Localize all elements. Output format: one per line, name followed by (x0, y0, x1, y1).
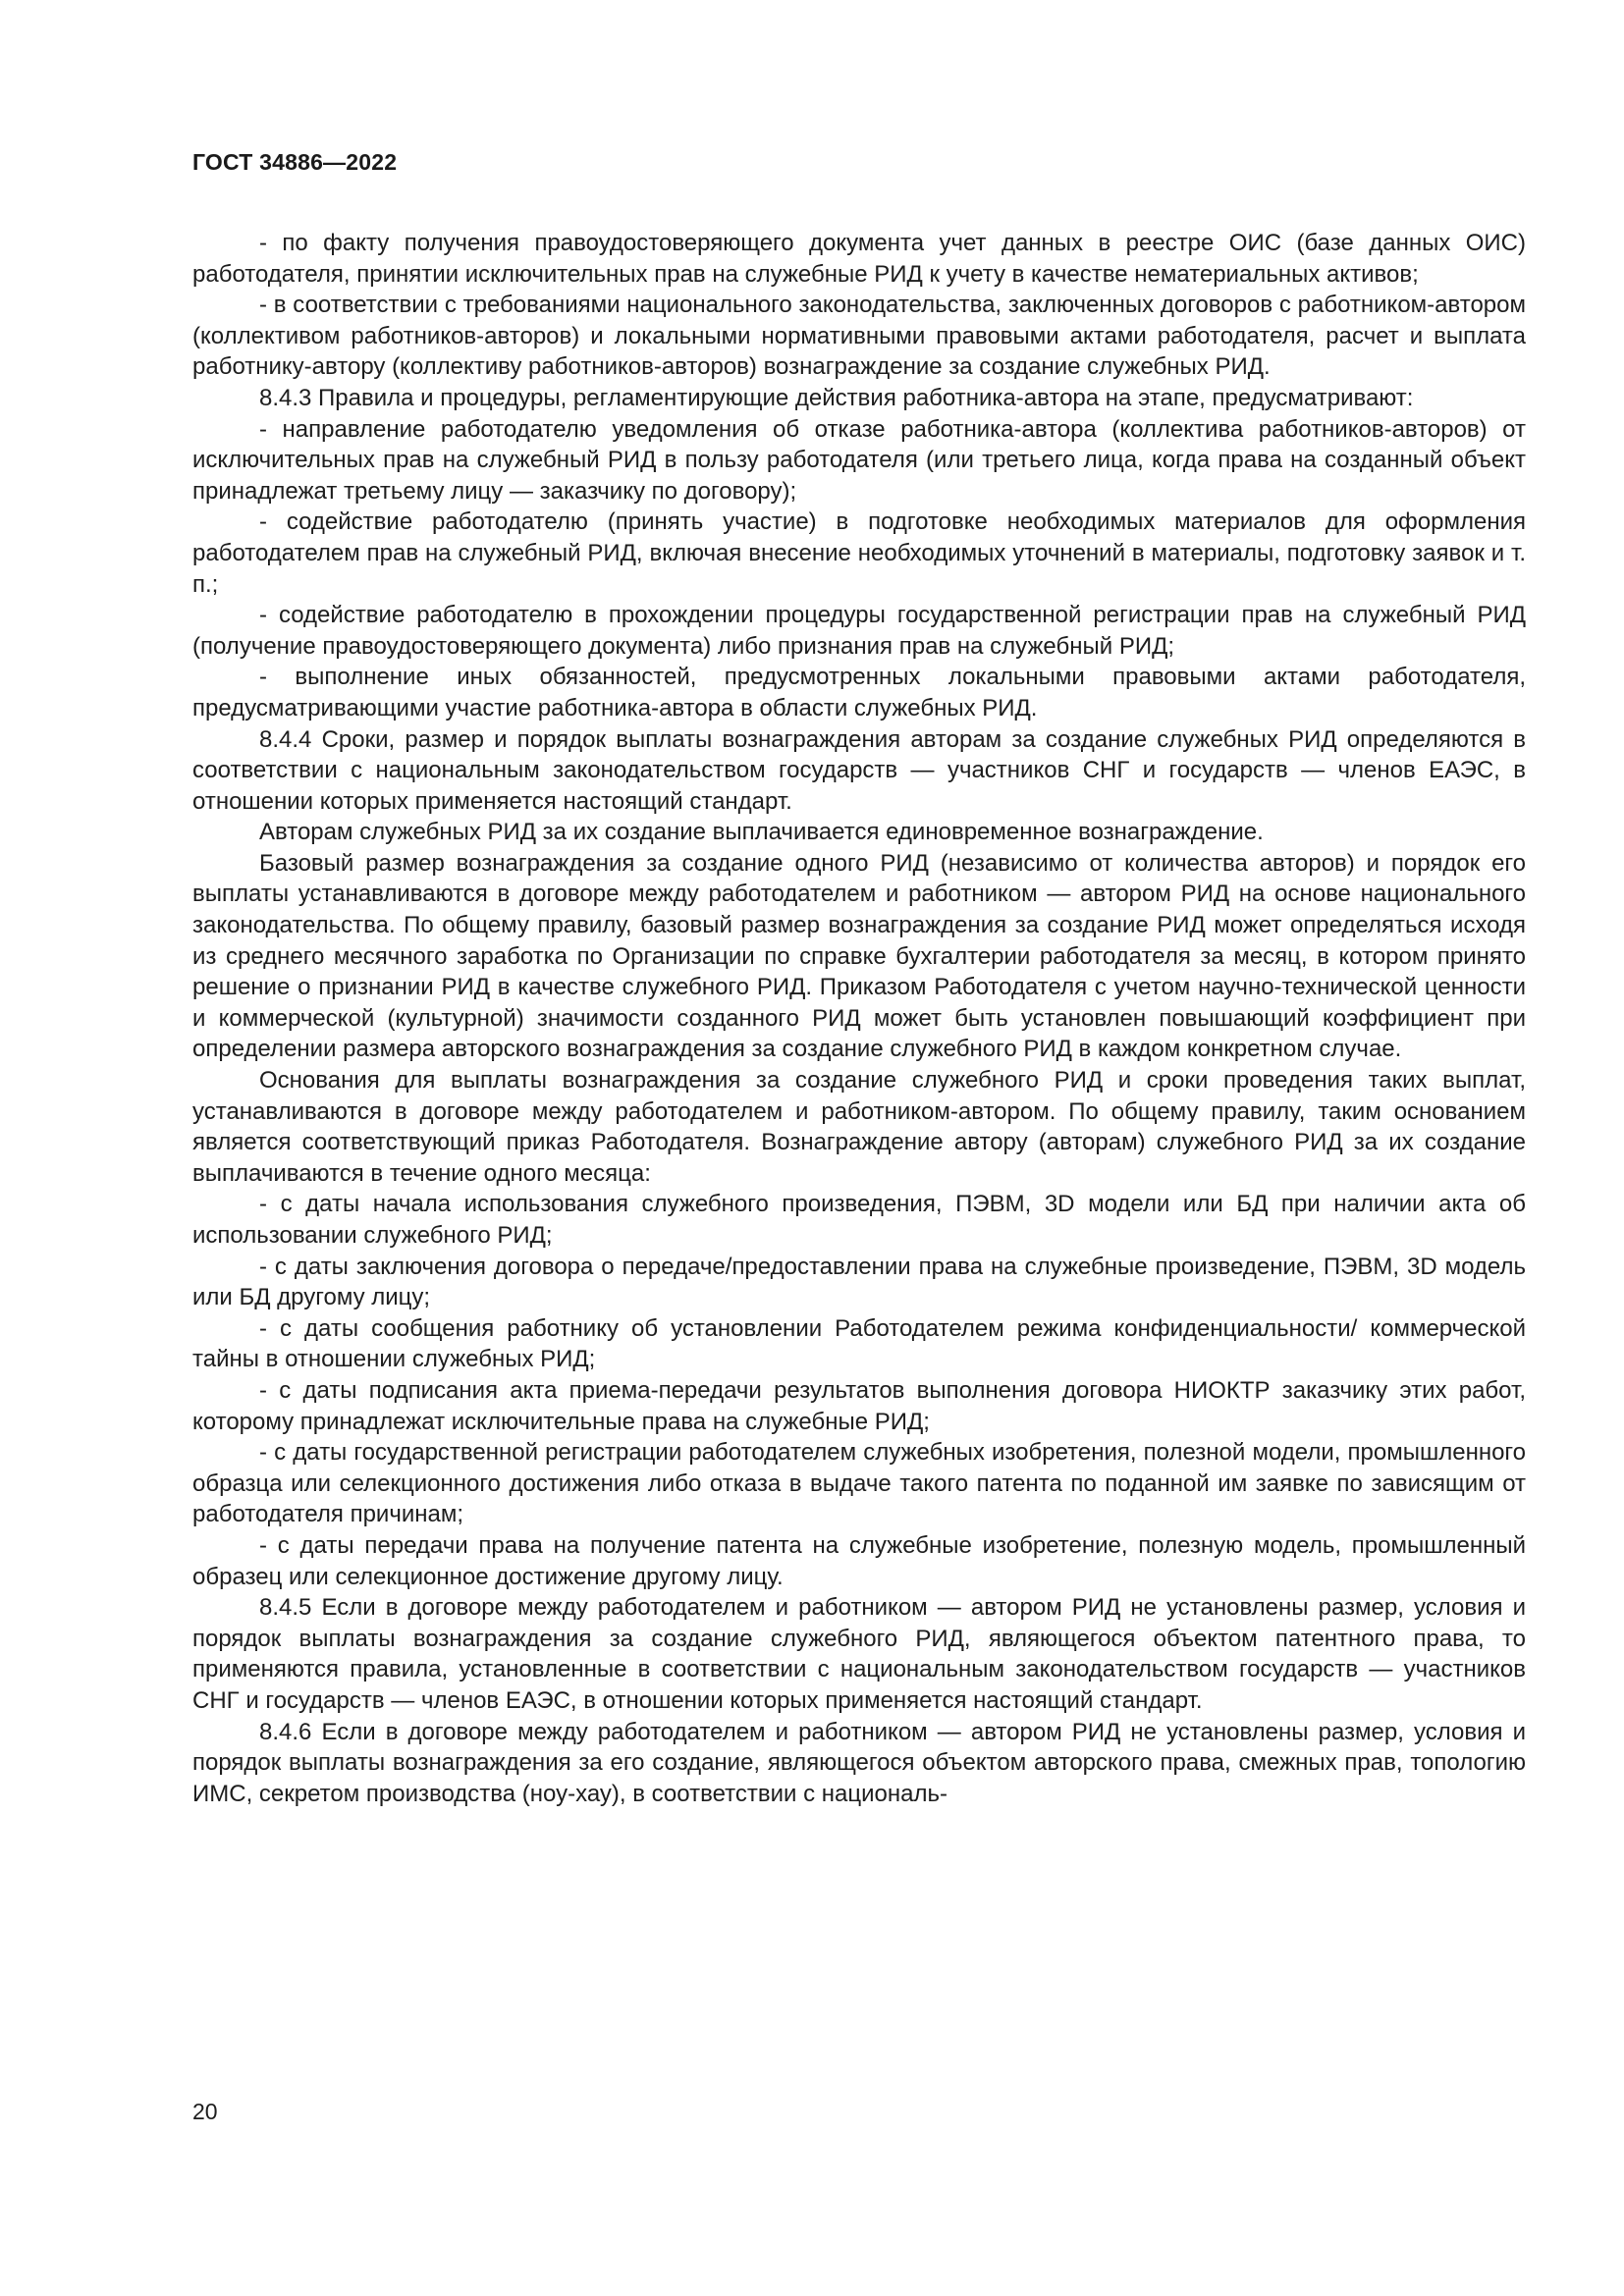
paragraph: - с даты начала использования служебного произведения, ПЭВМ, 3D модели или БД при наличии акта об использовании служебного РИД; (192, 1191, 1526, 1249)
paragraph: - с даты государственной регистрации работодателем служебных изобретения, полезной модели, промышленного образца или селекционного достижения либо отказа в выдаче такого патента по поданной им заявке по зависящим от работодателя причинам; (192, 1439, 1526, 1528)
paragraph: - направление работодателю уведомления об отказе работника-автора (коллектива работников-авторов) от исключительных прав на служебный РИД в пользу работодателя (или третьего лица, когда права на созданный объект принадлежат третьему лицу — заказчику по договору); (192, 415, 1526, 505)
document-body (192, 228, 1526, 1809)
paragraph: Базовый размер вознаграждения за создание одного РИД (независимо от количества авторов) и порядок его выплаты устанавливаются в договоре между работодателем и работником — автором РИД на основе национального законодательства. По общему правилу, базовый размер вознаграждения за создание РИД может определяться исходя из среднего месячного заработка по Организации по справке бухгалтерии работодателя за месяц, в котором принято решение о признании РИД в качестве служебного РИД. Приказом Работодателя с учетом научно-технической ценности и коммерческой (культурной) значимости созданного РИД может быть установлен повышающий коэффициент при определении размера авторского вознаграждения за создание служебного РИД в каждом конкретном случае. (192, 849, 1526, 1063)
paragraph: Авторам служебных РИД за их создание выплачивается единовременное вознаграждение. (259, 819, 1264, 846)
paragraph: - с даты заключения договора о передаче/предоставлении права на служебные произведение, ПЭВМ, 3D модель или БД другому лицу; (192, 1253, 1526, 1311)
paragraph: Основания для выплаты вознаграждения за создание служебного РИД и сроки проведения таких выплат, устанавливаются в договоре между работодателем и работником-автором. По общему правилу, таким основанием является соответствующий приказ Работодателя. Вознаграждение автору (авторам) служебного РИД за их создание выплачиваются в течение одного месяца: (192, 1067, 1526, 1187)
paragraph: - содействие работодателю в прохождении процедуры государственной регистрации прав на служебный РИД (получение правоудостоверяющего документа) либо признания прав на служебный РИД; (192, 602, 1526, 660)
paragraph: 8.4.6 Если в договоре между работодателем и работником — автором РИД не установлены размер, условия и порядок выплаты вознаграждения за его создание, являющегося объектом авторского права, смежных прав, топологию ИМС, секретом производства (ноу-хау), в соответствии с националь- (192, 1718, 1526, 1807)
paragraph: - содействие работодателю (принять участие) в подготовке необходимых материалов для оформления работодателем прав на служебный РИД, включая внесение необходимых уточнений в материалы, подготовку заявок и т. п.; (192, 508, 1526, 598)
paragraph: - с даты сообщения работнику об установлении Работодателем режима конфиденциальности/ коммерческой тайны в отношении служебных РИД; (192, 1314, 1526, 1373)
document-header: ГОСТ 34886—2022 (192, 149, 398, 175)
paragraph: - в соответствии с требованиями национального законодательства, заключенных договоров с работником-автором (коллективом работников-авторов) и локальными нормативными правовыми актами работодателя, расчет и выплата работнику-автору (коллективу работников-авторов) вознаграждение за создание служебных РИД. (192, 292, 1526, 381)
paragraph: 8.4.5 Если в договоре между работодателем и работником — автором РИД не установлены размер, условия и порядок выплаты вознаграждения за создание служебного РИД, являющегося объектом патентного права, то применяются правила, установленные в соответствии с национальным законодательством государств — участников СНГ и государств — членов ЕАЭС, в отношении которых применяется настоящий стандарт. (192, 1594, 1526, 1714)
paragraph: - по факту получения правоудостоверяющего документа учет данных в реестре ОИС (базе данных ОИС) работодателя, принятии исключительных прав на служебные РИД к учету в качестве нематериальных активов; (192, 230, 1526, 288)
page-number: 20 (192, 2099, 218, 2124)
paragraph: 8.4.4 Сроки, размер и порядок выплаты вознаграждения авторам за создание служебных РИД определяются в соответствии с национальным законодательством государств — участников СНГ и государств — членов ЕАЭС, в отношении которых применяется настоящий стандарт. (192, 725, 1526, 815)
paragraph: - с даты подписания акта приема-передачи результатов выполнения договора НИОКТР заказчику этих работ, которому принадлежат исключительные права на служебные РИД; (192, 1376, 1526, 1435)
paragraph: - с даты передачи права на получение патента на служебные изобретение, полезную модель, промышленный образец или селекционное достижение другому лицу. (192, 1531, 1526, 1590)
paragraph: - выполнение иных обязанностей, предусмотренных локальными правовыми актами работодателя, предусматривающими участие работника-автора в области служебных РИД. (192, 664, 1526, 721)
paragraph: 8.4.3 Правила и процедуры, регламентирующие действия работника-автора на этапе, предусматривают: (259, 384, 1414, 411)
